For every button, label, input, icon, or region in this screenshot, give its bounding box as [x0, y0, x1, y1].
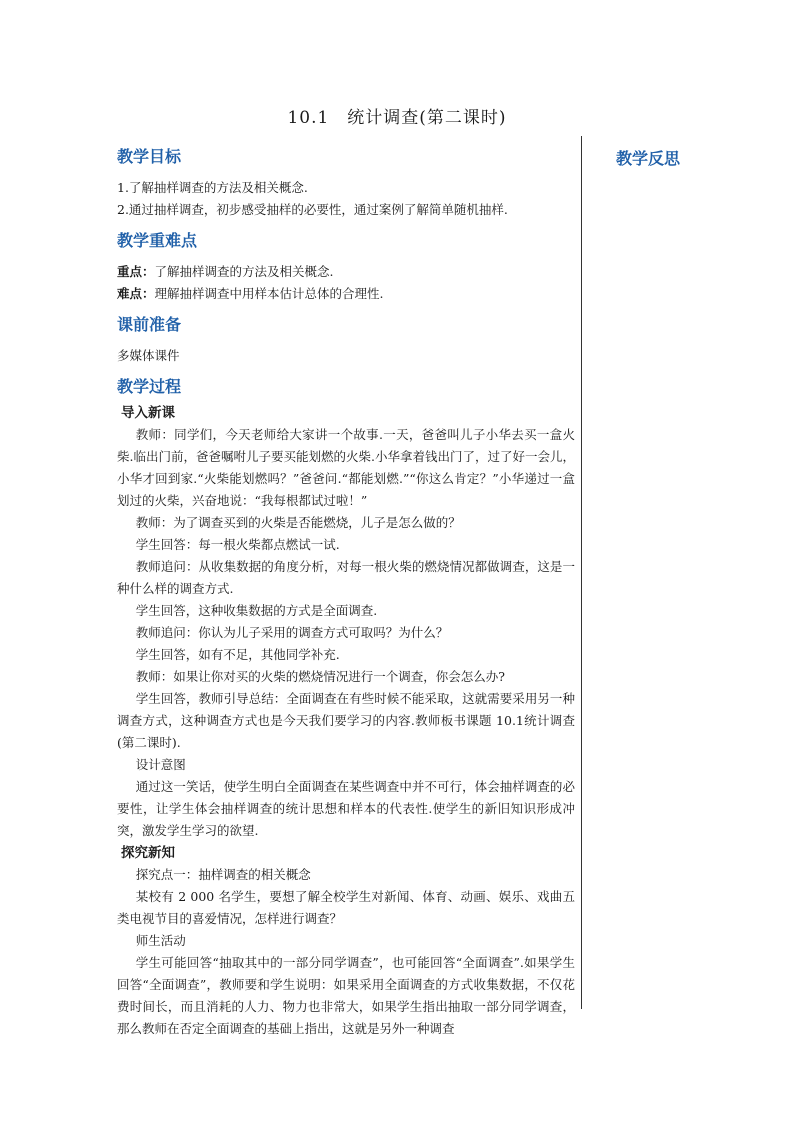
hard-text: 理解抽样调查中用样本估计总体的合理性.: [154, 286, 384, 301]
column-divider: [581, 136, 582, 1009]
intro-subheading: 导入新课: [121, 405, 175, 421]
prep-heading: 课前准备: [117, 315, 182, 334]
lesson-content: [117, 146, 575, 1040]
prep-text: 多媒体课件: [117, 348, 180, 363]
intro-paragraph: 学生回答，这种收集数据的方式是全面调查.: [135, 603, 378, 618]
hard-point: [117, 283, 575, 305]
intro-paragraph: 教师追问：你认为儿子采用的调查方式可取吗？为什么？: [135, 625, 449, 640]
design-intent-label: 设计意图: [135, 757, 186, 772]
intro-paragraph: 学生回答：每一根火柴都点燃试一试.: [135, 537, 340, 552]
keypoints-heading: 教学重难点: [117, 231, 198, 250]
key-text: 了解抽样调查的方法及相关概念.: [154, 264, 334, 279]
explore-subheading: 探究新知: [121, 845, 175, 861]
intro-paragraph: 学生回答，如有不足，其他同学补充.: [135, 647, 340, 662]
intro-paragraph: 教师：如果让你对买的火柴的燃烧情况进行一个调查，你会怎么办?: [135, 669, 505, 684]
objective-item: 2.通过抽样调查，初步感受抽样的必要性，通过案例了解简单随机抽样.: [117, 202, 508, 217]
intro-paragraph: 教师追问：从收集数据的角度分析，对每一根火柴的燃烧情况都做调查，这是一种什么样的调查方式.: [117, 559, 575, 596]
intro-paragraph: 教师：为了调查买到的火柴是否能燃烧，儿子是怎么做的？: [135, 515, 461, 530]
explore-paragraph: 师生活动: [135, 933, 186, 948]
explore-paragraph: 某校有 2 000 名学生，要想了解全校学生对新闻、体育、动画、娱乐、戏曲五类电视节目的喜爱情况，怎样进行调查？: [117, 889, 575, 926]
key-point: [117, 261, 575, 283]
explore-paragraph: 探究点一：抽样调查的相关概念: [135, 867, 311, 882]
intro-paragraph: 教师：同学们，今天老师给大家讲一个故事.一天，爸爸叫儿子小华去买一盒火柴.临出门前，爸爸嘱咐儿子要买能划燃的火柴.小华拿着钱出门了，过了好一会儿，小华才回到家.“火柴能划燃吗？”爸爸问.“都能划燃.”“你这么肯定？”小华递过一盒划过的火柴，兴奋地说：“我每根都试过啦！”: [117, 427, 575, 508]
intro-paragraph: 通过这一笑话，使学生明白全面调查在某些调查中并不可行，体会抽样调查的必要性，让学生体会抽样调查的统计思想和样本的代表性.使学生的新旧知识形成冲突，激发学生学习的欲望.: [117, 779, 575, 838]
intro-paragraph: 学生回答，教师引导总结：全面调查在有些时候不能采取，这就需要采用另一种调查方式，这种调查方式也是今天我们要学习的内容.教师板书课题 10.1统计调查(第二课时).: [117, 691, 575, 750]
objective-item: 1.了解抽样调查的方法及相关概念.: [117, 180, 308, 195]
explore-paragraph: 学生可能回答“抽取其中的一部分同学调查”，也可能回答“全面调查”.如果学生回答“全面调查”，教师要和学生说明：如果采用全面调查的方式收集数据，不仅花费时间长，而且消耗的人力、物力也非常大，如果学生指出抽取一部分同学调查，那么教师在否定全面调查的基础上指出，这就是另外一种调查: [117, 955, 575, 1036]
lesson-title: 10.1 统计调查(第二课时): [287, 108, 507, 128]
key-label: 重点：: [117, 264, 155, 279]
reflection-heading: 教学反思: [616, 149, 681, 168]
objectives-heading: 教学目标: [117, 147, 182, 166]
process-heading: 教学过程: [117, 377, 182, 396]
hard-label: 难点：: [117, 286, 155, 301]
